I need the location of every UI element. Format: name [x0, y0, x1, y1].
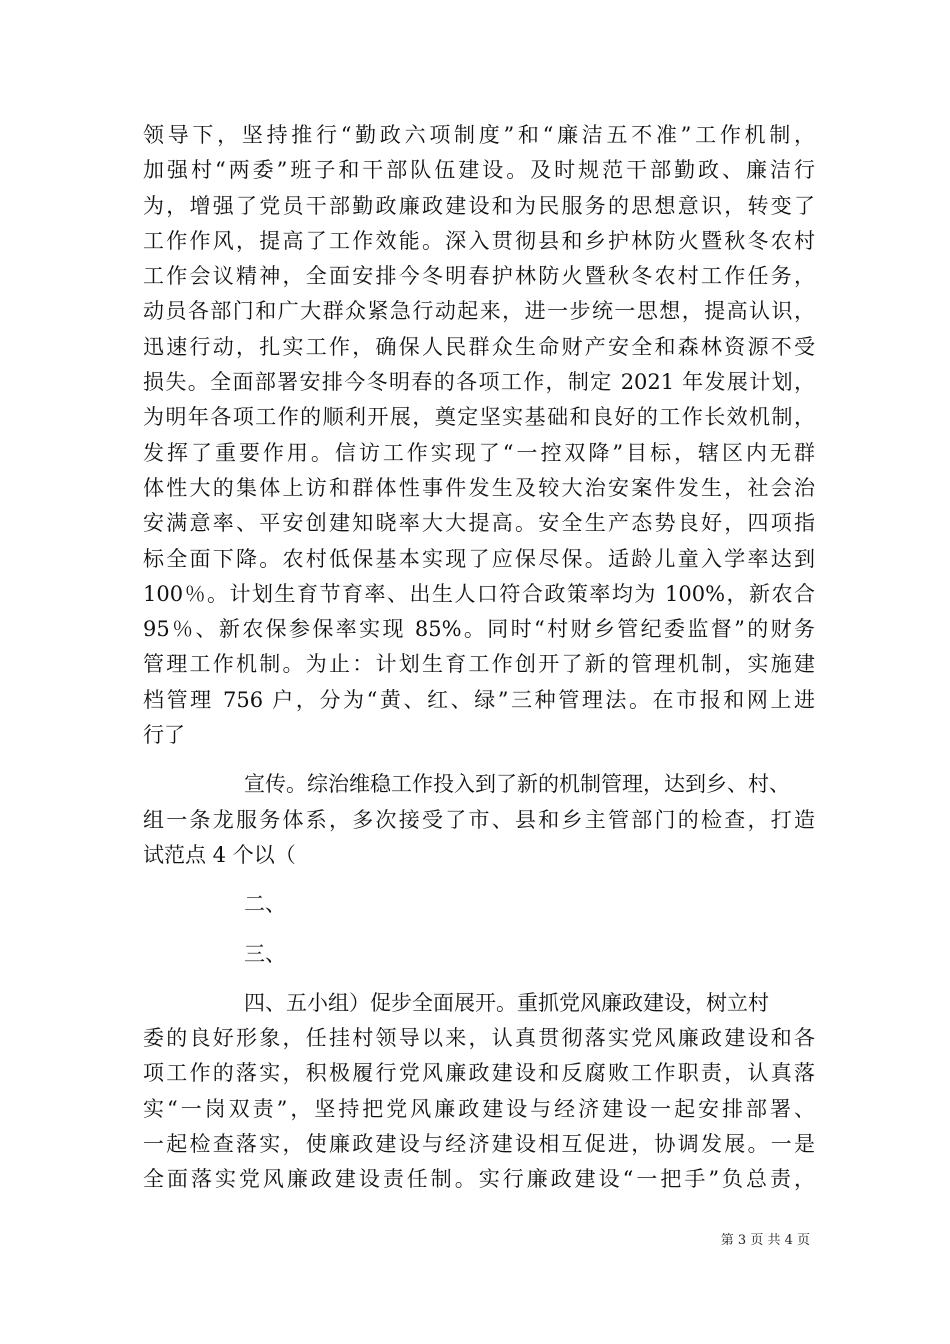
- text-line: 档管理 756 户，分为“黄、红、绿”三种管理法。在市报和网上进: [143, 687, 815, 712]
- text-line: 项工作的落实，积极履行党风廉政建设和反腐败工作职责，认真落: [143, 1061, 815, 1086]
- text-line: 标全面下降。农村低保基本实现了应保尽保。适龄儿童入学率达到: [143, 546, 815, 571]
- paragraph-2: [143, 767, 815, 873]
- text-line: 体性大的集体上访和群体性事件发生及较大治安案件发生，社会治: [143, 475, 815, 500]
- text-line: 委的良好形象，任挂村领导以来，认真贯彻落实党风廉政建设和各: [143, 1026, 815, 1051]
- text-line: 一起检查落实，使廉政建设与经济建设相互促进，协调发展。一是: [143, 1132, 815, 1157]
- text-line: 管理工作机制。为止：计划生育工作创开了新的管理机制，实施建: [143, 652, 815, 677]
- text-line: 工作会议精神，全面安排今冬明春护林防火暨秋冬农村工作任务，: [143, 264, 815, 289]
- paragraph-gap: [143, 753, 815, 767]
- text-line: 发挥了重要作用。信访工作实现了“一控双降”目标，辖区内无群: [143, 440, 815, 465]
- paragraph-3: [143, 986, 815, 1198]
- text-line: 100％。计划生育节育率、出生人口符合政策率均为 100%，新农合: [143, 581, 815, 606]
- text-line: 行了: [143, 723, 185, 748]
- text-line: 宣传。综治维稳工作投入到了新的机制管理，达到乡、村、: [244, 772, 790, 797]
- paragraph-1: [143, 118, 815, 753]
- text-line: 迅速行动，扎实工作，确保人民群众生命财产安全和森林资源不受: [143, 334, 815, 359]
- text-line: 工作作风，提高了工作效能。深入贯彻县和乡护林防火暨秋冬农村: [143, 228, 815, 253]
- text-line: 为明年各项工作的顺利开展，奠定坚实基础和良好的工作长效机制，: [143, 405, 815, 430]
- text-line: 95％、新农保参保率实现 85%。同时“村财乡管纪委监督”的财务: [143, 617, 815, 642]
- paragraph-gap: [143, 873, 815, 887]
- text-line: 领导下，坚持推行“勤政六项制度”和“廉洁五不准”工作机制，: [143, 123, 815, 147]
- text-line: 加强村“两委”班子和干部队伍建设。及时规范干部勤政、廉洁行: [143, 158, 815, 183]
- text-line: 四、五小组）促步全面展开。重抓党风廉政建设，树立村: [244, 990, 769, 1015]
- page-number-footer: 第 3 页 共 4 页: [720, 1233, 810, 1248]
- paragraph-gap: [143, 972, 815, 986]
- document-body: [143, 118, 815, 1198]
- text-line: 动员各部门和广大群众紧急行动起来，进一步统一思想，提高认识，: [143, 299, 815, 324]
- text-line: 安满意率、平安创建知晓率大大提高。安全生产态势良好，四项指: [143, 511, 815, 536]
- text-line: 损失。全面部署安排今冬明春的各项工作，制定 2021 年发展计划，: [143, 370, 815, 395]
- text-line: 试范点 4 个以（: [143, 842, 296, 867]
- list-heading-3: 三、: [244, 941, 286, 966]
- text-line: 为，增强了党员干部勤政廉政建设和为民服务的思想意识，转变了: [143, 193, 815, 218]
- text-line: 实“一岗双责”，坚持把党风廉政建设与经济建设一起安排部署、: [143, 1096, 815, 1121]
- text-line: 组一条龙服务体系，多次接受了市、县和乡主管部门的检查，打造: [143, 807, 815, 832]
- paragraph-gap: [143, 923, 815, 937]
- list-heading-2: 二、: [244, 892, 286, 917]
- text-line: 全面落实党风廉政建设责任制。实行廉政建设“一把手”负总责，: [143, 1167, 815, 1192]
